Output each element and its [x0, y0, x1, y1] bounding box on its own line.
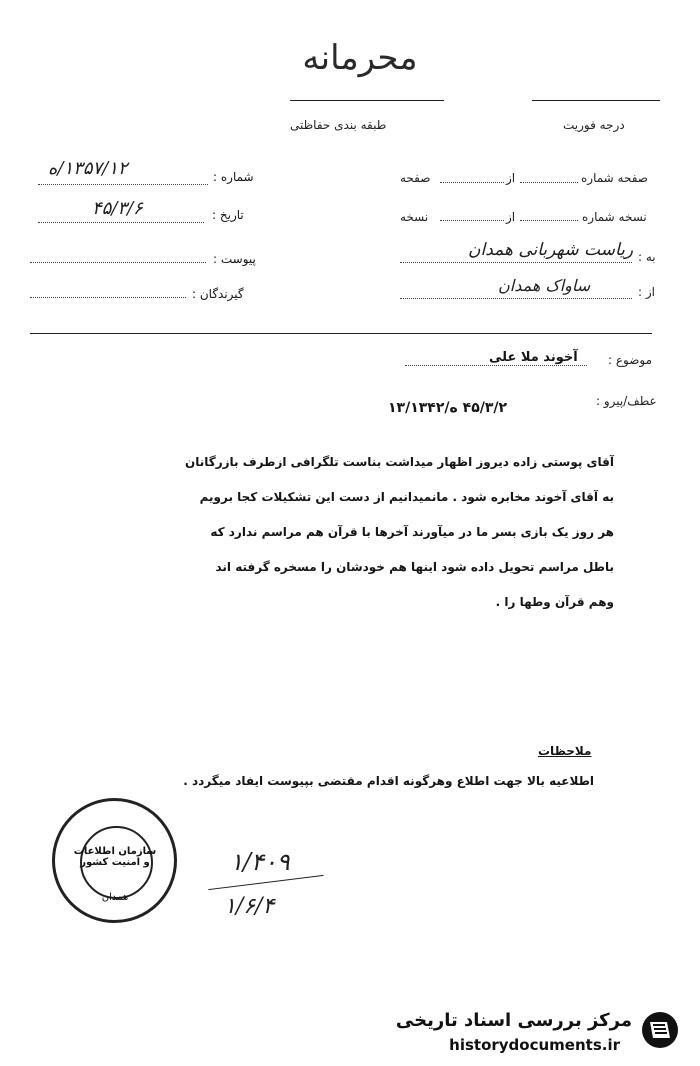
watermark-title: مرکز بررسی اسناد تاریخی — [395, 1010, 632, 1031]
from-line — [400, 298, 632, 299]
to-value: ریاست شهربانی همدان — [468, 240, 634, 260]
section-divider — [30, 333, 652, 334]
remarks-text: اطلاعیه بالا جهت اطلاع وهرگونه اقدام مقتضی بپیوست ایفاد میگردد . — [183, 774, 594, 788]
watermark-logo-icon — [638, 1008, 682, 1052]
stamp-text: سازمان اطلاعات و امنیت کشور — [73, 846, 157, 868]
number-label: شماره : — [213, 170, 254, 184]
page-number-line — [520, 182, 578, 183]
stamp-city: همدان — [101, 892, 129, 903]
number-value: ۱۳۵۷/۱۲/ه — [48, 158, 128, 179]
official-stamp — [52, 798, 177, 923]
classification-label: طبقه بندی حفاظتی — [290, 118, 387, 132]
page-from-line — [440, 182, 504, 183]
priority-label: درجه فوریت — [563, 118, 625, 132]
from-value: ساواک همدان — [498, 276, 591, 295]
date-label: تاریخ : — [212, 208, 244, 222]
remarks-label: ملاحظات — [538, 744, 592, 758]
recipients-line — [30, 297, 186, 298]
page-from-label: از — [506, 171, 516, 185]
to-line — [400, 262, 632, 263]
body-text — [74, 445, 614, 620]
document-title: محرمانه — [302, 38, 418, 78]
signature-bottom: ۱/۶/۴ — [224, 894, 275, 919]
page-number-label: صفحه شماره — [581, 171, 648, 185]
signature-top: ۱/۴۰۹ — [230, 848, 290, 876]
from-label: از : — [638, 285, 655, 299]
recipients-label: گیرندگان : — [192, 287, 244, 301]
number-line — [38, 184, 208, 185]
attachment-line — [30, 262, 206, 263]
reference-label: عطف/پیرو : — [596, 394, 657, 408]
to-label: به : — [638, 250, 656, 264]
subject-label: موضوع : — [608, 353, 653, 367]
body-line: هر روز یک بازی بسر ما در میآورند آخرها با قرآن هم مراسم ندارد که — [210, 525, 614, 539]
date-value: ۴۵/۳/۶ — [92, 198, 143, 219]
body-line: باطل مراسم تحویل داده شود اینها هم خودشان را مسخره گرفته اند — [215, 560, 614, 574]
body-line: به آقای آخوند مخابره شود . مانمیدانیم از دست این تشکیلات کجا برویم — [199, 490, 614, 504]
reference-value: ۴۵/۳/۲ ه/۱۳/۱۳۴۲ — [388, 400, 508, 416]
attachment-label: پیوست : — [213, 252, 256, 266]
priority-underline — [532, 100, 660, 101]
watermark-site: historydocuments.ir — [449, 1036, 620, 1054]
copy-number-line — [520, 220, 578, 221]
date-line — [38, 222, 204, 223]
body-line: وهم قرآن وطها را . — [495, 595, 614, 609]
copy-from-line — [440, 220, 504, 221]
subject-line — [405, 365, 587, 366]
copy-suffix: نسخه — [400, 210, 429, 224]
copy-number-label: نسخه شماره — [582, 210, 647, 224]
subject-value: آخوند ملا علی — [489, 350, 578, 365]
copy-from-label: از — [506, 210, 516, 224]
page-suffix: صفحه — [400, 171, 431, 185]
title-underline — [290, 100, 444, 101]
signature-line — [208, 875, 323, 890]
body-line: آقای پوستی زاده دیروز اظهار میداشت بناست تلگرافی ازطرف بازرگانان — [185, 455, 614, 469]
